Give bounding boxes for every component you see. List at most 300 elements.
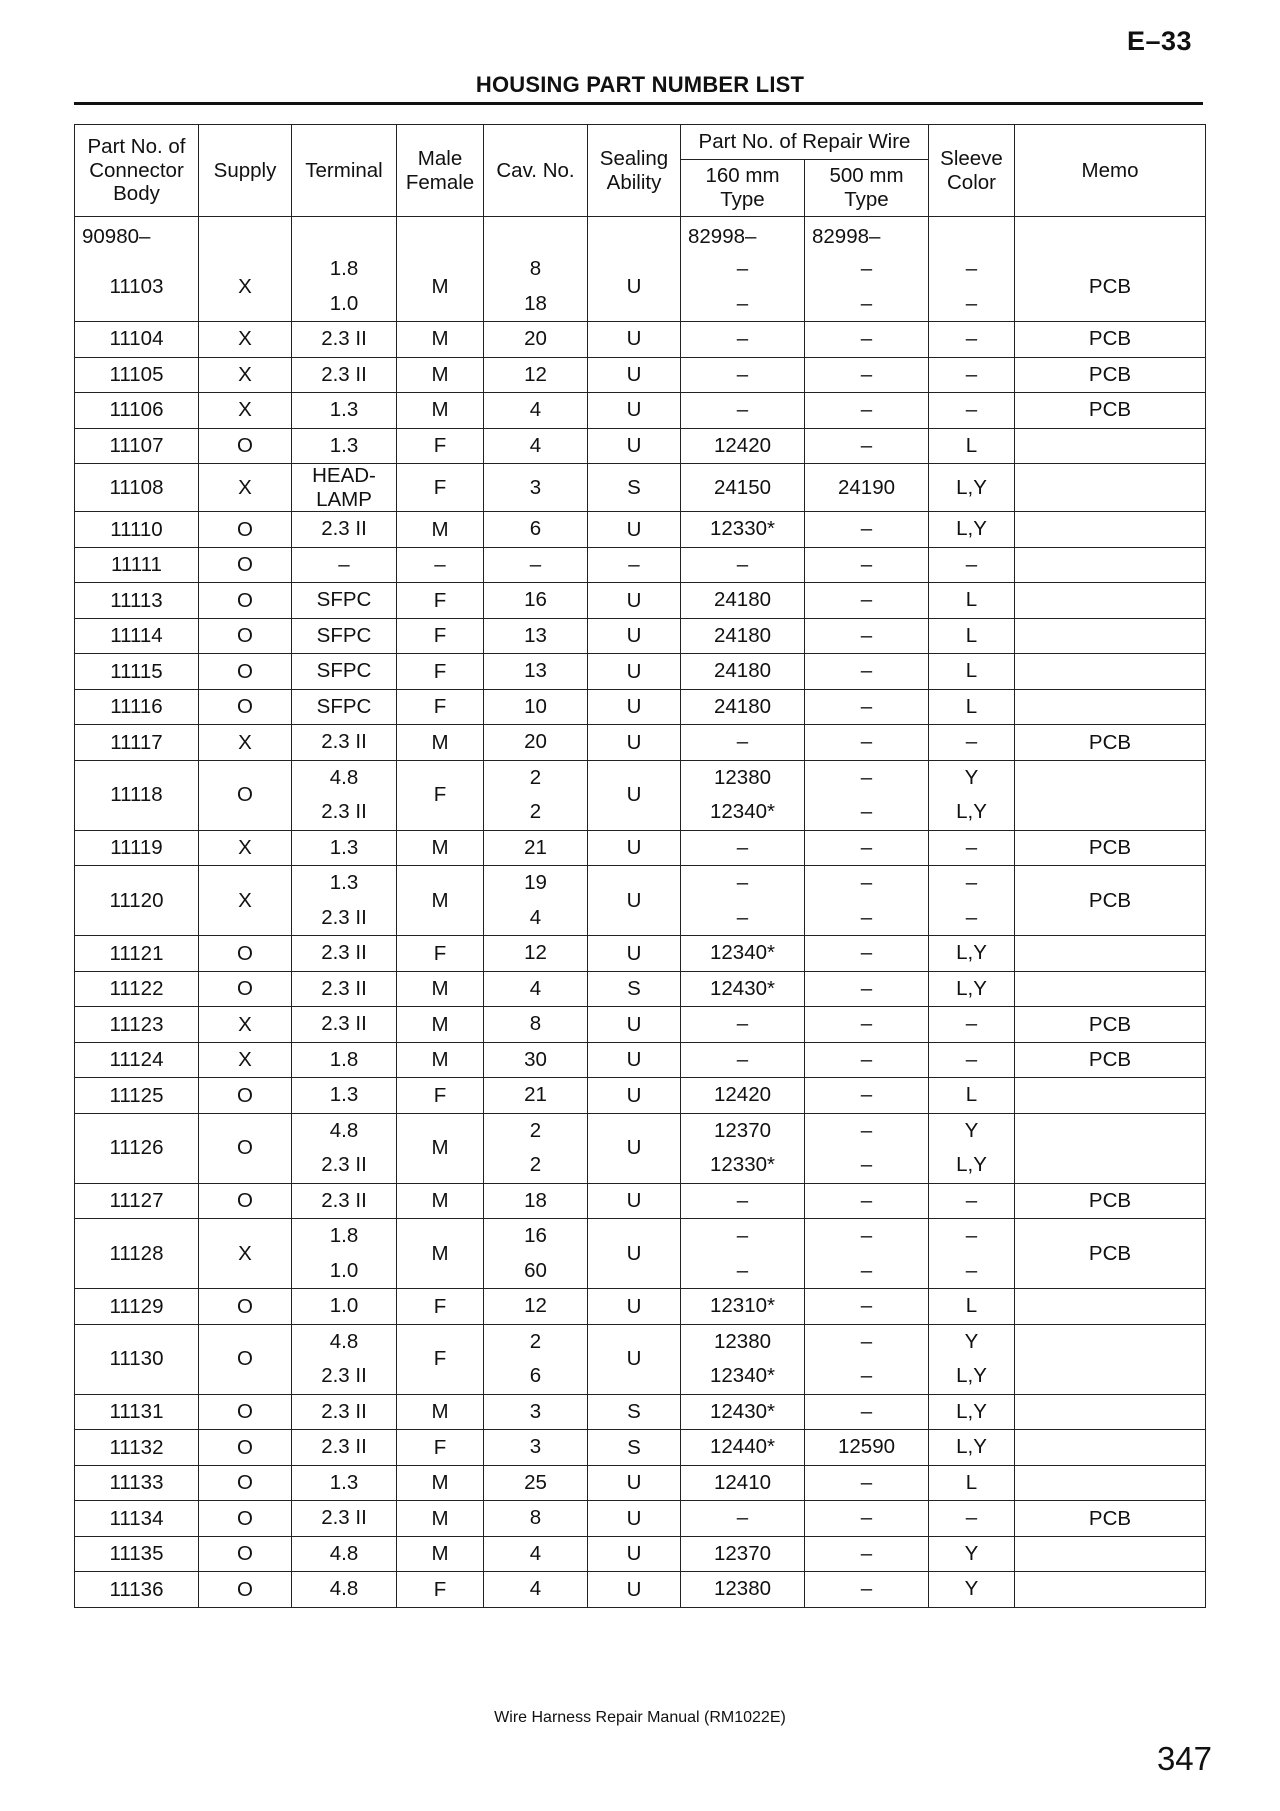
cell-sleeve-line: – <box>965 291 978 315</box>
cell-wire-500-line: – <box>860 398 873 421</box>
cell-wire-160 <box>681 936 805 972</box>
cell-wire-160-line: – <box>736 327 749 350</box>
cell-part-no: 11116 <box>75 689 199 725</box>
cell-wire-500 <box>805 618 929 654</box>
cell-male-female: F <box>397 1078 484 1114</box>
cell-sleeve <box>929 252 1015 322</box>
cell-terminal <box>292 1113 397 1183</box>
cell-part-no: 11123 <box>75 1007 199 1043</box>
cell-cav-no <box>484 428 588 464</box>
header-supply: Supply <box>199 125 292 217</box>
cell-wire-160-line: – <box>736 552 749 576</box>
cell-cav-no <box>484 512 588 548</box>
cell-terminal-line: 4.8 <box>329 1329 359 1353</box>
header-terminal: Terminal <box>292 125 397 217</box>
cell-sealing: U <box>588 1536 681 1572</box>
table-row <box>75 252 1206 322</box>
cell-terminal-line: 1.3 <box>329 398 359 421</box>
cell-wire-160-line: 24180 <box>713 659 771 683</box>
cell-memo <box>1015 1572 1206 1608</box>
cell-sleeve <box>929 428 1015 464</box>
cell-part-no: 11114 <box>75 618 199 654</box>
cell-part-no: 11113 <box>75 583 199 619</box>
cell-sleeve <box>929 512 1015 548</box>
cell-sleeve <box>929 1219 1015 1289</box>
cell-wire-160 <box>681 252 805 322</box>
cell-wire-160 <box>681 1219 805 1289</box>
table-row <box>75 1394 1206 1430</box>
cell-wire-500-line: – <box>860 941 873 965</box>
table-row <box>75 1289 1206 1325</box>
cell-wire-160-line: 24150 <box>713 476 771 500</box>
cell-terminal <box>292 393 397 429</box>
cell-male-female: M <box>397 866 484 936</box>
header-part-no: Part No. of Connector Body <box>75 125 199 217</box>
cell-memo: PCB <box>1015 357 1206 393</box>
cell-memo <box>1015 512 1206 548</box>
cell-memo <box>1015 1430 1206 1466</box>
cell-memo: PCB <box>1015 252 1206 322</box>
cell-sleeve-line: L <box>965 588 978 612</box>
cell-wire-500-line: – <box>860 800 873 824</box>
cell-part-no: 11136 <box>75 1572 199 1608</box>
table-row <box>75 654 1206 690</box>
cell-part-no: 11125 <box>75 1078 199 1114</box>
header-160mm-type: 160 mm Type <box>681 160 805 217</box>
cell-cav-no-line: 21 <box>524 835 547 859</box>
cell-terminal <box>292 760 397 830</box>
cell-terminal <box>292 971 397 1007</box>
header-memo: Memo <box>1015 125 1206 217</box>
cell-sleeve <box>929 971 1015 1007</box>
page-number: 347 <box>1156 1740 1212 1777</box>
cell-wire-500-line: – <box>860 730 873 754</box>
cell-part-no: 11129 <box>75 1289 199 1325</box>
cell-cav-no-line: 60 <box>524 1258 547 1282</box>
cell-sealing: U <box>588 1219 681 1289</box>
cell-male-female: F <box>397 654 484 690</box>
cell-wire-500 <box>805 393 929 429</box>
cell-supply: X <box>199 322 292 358</box>
cell-terminal-line: 2.3 II <box>321 1399 367 1423</box>
cell-wire-160-line: – <box>736 257 749 280</box>
cell-memo <box>1015 1536 1206 1572</box>
cell-wire-160 <box>681 464 805 512</box>
table-body <box>75 217 1206 1608</box>
cell-sleeve-line: – <box>965 730 978 754</box>
cell-wire-500-line: – <box>860 1470 873 1494</box>
table-row <box>75 1183 1206 1219</box>
cell-sleeve-line: – <box>965 257 978 280</box>
cell-terminal-line: 1.0 <box>329 1258 359 1282</box>
cell-memo <box>1015 689 1206 725</box>
cell-terminal-line: 4.8 <box>329 1118 359 1142</box>
cell-part-no: 11103 <box>75 252 199 322</box>
cell-terminal <box>292 1289 397 1325</box>
cell-cav-no-line: 2 <box>529 1118 542 1142</box>
table-row <box>75 1501 1206 1537</box>
cell-wire-160 <box>681 1430 805 1466</box>
cell-sleeve-line: – <box>965 552 978 576</box>
cell-sealing: U <box>588 618 681 654</box>
cell-wire-500 <box>805 1289 929 1325</box>
table-row <box>75 1078 1206 1114</box>
cell-sealing: U <box>588 1572 681 1608</box>
cell-male-female: M <box>397 725 484 761</box>
cell-wire-500 <box>805 971 929 1007</box>
cell-terminal-line: 2.3 II <box>321 976 367 1000</box>
cell-supply: O <box>199 1078 292 1114</box>
cell-cav-no <box>484 1007 588 1043</box>
cell-wire-500-line: – <box>860 976 873 1000</box>
cell-wire-160-line: 12430* <box>710 976 775 1000</box>
cell-part-no: 11120 <box>75 866 199 936</box>
cell-memo <box>1015 464 1206 512</box>
cell-sleeve-line: – <box>965 398 978 421</box>
cell-memo: PCB <box>1015 725 1206 761</box>
cell-memo: PCB <box>1015 830 1206 866</box>
table-row <box>75 357 1206 393</box>
cell-wire-500-line: – <box>860 835 873 859</box>
cell-sleeve <box>929 1501 1015 1537</box>
cell-sleeve-line: L <box>965 623 978 647</box>
cell-cav-no <box>484 322 588 358</box>
cell-terminal-line: 2.3 II <box>321 800 367 824</box>
cell-sleeve <box>929 1536 1015 1572</box>
cell-terminal-line: 1.8 <box>329 1224 359 1248</box>
cell-wire-160-line: – <box>736 291 749 315</box>
cell-supply: X <box>199 357 292 393</box>
cell-wire-160-line: – <box>736 905 749 929</box>
cell-male-female: M <box>397 1113 484 1183</box>
cell-wire-500 <box>805 654 929 690</box>
table-row <box>75 689 1206 725</box>
cell-terminal <box>292 583 397 619</box>
cell-terminal <box>292 428 397 464</box>
cell-wire-500 <box>805 1183 929 1219</box>
cell-wire-160 <box>681 725 805 761</box>
cell-wire-500-line: – <box>860 1224 873 1248</box>
cell-part-no: 11110 <box>75 512 199 548</box>
cell-wire-500 <box>805 428 929 464</box>
cell-wire-500-line: – <box>860 1083 873 1107</box>
page-title: HOUSING PART NUMBER LIST <box>475 72 805 97</box>
cell-memo <box>1015 583 1206 619</box>
cell-wire-500-line: – <box>860 1399 873 1423</box>
cell-wire-160-line: 12380 <box>713 1577 771 1601</box>
cell-sealing: U <box>588 583 681 619</box>
cell-sleeve <box>929 1113 1015 1183</box>
cell-male-female: M <box>397 512 484 548</box>
cell-supply: O <box>199 618 292 654</box>
cell-sleeve-line: L,Y <box>956 941 987 965</box>
cell-wire-500-line: – <box>860 362 873 386</box>
cell-sleeve-line: L <box>965 694 978 718</box>
prefix-row <box>75 217 1206 253</box>
cell-wire-160-line: 24180 <box>713 588 771 612</box>
cell-male-female: M <box>397 1042 484 1078</box>
header-cav-no: Cav. No. <box>484 125 588 217</box>
cell-sleeve-line: – <box>965 1188 978 1212</box>
cell-wire-160 <box>681 618 805 654</box>
cell-sleeve <box>929 1007 1015 1043</box>
cell-male-female: F <box>397 464 484 512</box>
cell-wire-160 <box>681 866 805 936</box>
cell-wire-160-line: 12340* <box>710 941 775 965</box>
header-repair-wire: Part No. of Repair Wire <box>681 125 929 160</box>
cell-wire-160-line: – <box>736 871 749 895</box>
cell-supply: O <box>199 1183 292 1219</box>
cell-sleeve <box>929 357 1015 393</box>
cell-sealing: – <box>588 547 681 583</box>
cell-cav-no-line: 2 <box>529 1153 542 1177</box>
cell-part-no: 11115 <box>75 654 199 690</box>
cell-part-no: 11134 <box>75 1501 199 1537</box>
cell-sleeve <box>929 936 1015 972</box>
cell-supply: O <box>199 1113 292 1183</box>
cell-terminal <box>292 689 397 725</box>
cell-supply: O <box>199 1430 292 1466</box>
cell-memo: PCB <box>1015 1183 1206 1219</box>
title-rule <box>74 102 1203 105</box>
cell-wire-160-line: 12380 <box>713 1329 771 1353</box>
cell-supply: O <box>199 689 292 725</box>
table-row <box>75 725 1206 761</box>
cell-cav-no-line: 2 <box>529 765 542 789</box>
cell-wire-160-line: 12330* <box>710 1153 775 1177</box>
cell-sleeve-line: L,Y <box>956 1399 987 1423</box>
cell-cav-no <box>484 393 588 429</box>
cell-wire-160-line: – <box>736 1047 749 1071</box>
cell-terminal <box>292 725 397 761</box>
cell-supply: O <box>199 1536 292 1572</box>
cell-supply: O <box>199 1324 292 1394</box>
cell-terminal-line: 2.3 II <box>321 1364 367 1388</box>
cell-male-female: F <box>397 689 484 725</box>
cell-wire-500-line: 24190 <box>837 476 895 500</box>
cell-supply: X <box>199 1219 292 1289</box>
cell-terminal-line: 2.3 II <box>321 1435 367 1459</box>
cell-wire-500-line: – <box>860 1364 873 1388</box>
cell-part-no: 11127 <box>75 1183 199 1219</box>
cell-wire-160-line: – <box>736 362 749 386</box>
cell-sealing: U <box>588 1501 681 1537</box>
cell-memo: PCB <box>1015 1501 1206 1537</box>
cell-wire-500-line: – <box>860 257 873 280</box>
cell-cav-no-line: 12 <box>524 1294 547 1318</box>
cell-cav-no-line: 19 <box>524 871 547 895</box>
cell-supply: O <box>199 971 292 1007</box>
cell-male-female: F <box>397 583 484 619</box>
cell-sleeve <box>929 654 1015 690</box>
cell-sleeve <box>929 725 1015 761</box>
cell-sleeve-line: L <box>965 1083 978 1107</box>
cell-supply: X <box>199 866 292 936</box>
cell-wire-500-line: – <box>860 623 873 647</box>
cell-cav-no <box>484 1324 588 1394</box>
cell-sealing: U <box>588 393 681 429</box>
cell-memo <box>1015 547 1206 583</box>
cell-cav-no-line: 4 <box>529 1577 542 1601</box>
cell-wire-160-line: – <box>736 1012 749 1036</box>
cell-cav-no-line: 10 <box>524 694 547 718</box>
cell-sleeve-line: Y <box>964 765 979 789</box>
cell-terminal <box>292 322 397 358</box>
cell-memo <box>1015 1394 1206 1430</box>
cell-wire-500 <box>805 547 929 583</box>
cell-male-female: F <box>397 618 484 654</box>
cell-cav-no <box>484 464 588 512</box>
cell-terminal <box>292 1501 397 1537</box>
cell-terminal-line: 2.3 II <box>321 1506 367 1530</box>
cell-sleeve <box>929 830 1015 866</box>
cell-part-no: 11124 <box>75 1042 199 1078</box>
cell-sleeve-line: – <box>965 1224 978 1248</box>
cell-cav-no-line: 3 <box>529 1399 542 1423</box>
cell-male-female: F <box>397 936 484 972</box>
cell-cav-no <box>484 725 588 761</box>
prefix-body: 90980– <box>75 217 199 253</box>
cell-wire-500-line: – <box>860 871 873 895</box>
cell-wire-500-line: – <box>860 1012 873 1036</box>
cell-sealing: U <box>588 830 681 866</box>
header-sleeve: Sleeve Color <box>929 125 1015 217</box>
cell-cav-no-line: 6 <box>529 517 542 541</box>
cell-terminal <box>292 1465 397 1501</box>
cell-wire-160-line: 12440* <box>710 1435 775 1459</box>
cell-wire-500-line: – <box>860 1118 873 1142</box>
cell-cav-no-line: 20 <box>524 327 547 350</box>
cell-terminal-line: 1.3 <box>329 1470 359 1494</box>
cell-sleeve <box>929 689 1015 725</box>
cell-memo <box>1015 760 1206 830</box>
cell-wire-160-line: 12340* <box>710 800 775 824</box>
cell-supply: O <box>199 760 292 830</box>
table-row <box>75 1007 1206 1043</box>
cell-terminal-line: SFPC <box>316 588 372 612</box>
cell-sleeve <box>929 1465 1015 1501</box>
cell-wire-160 <box>681 1501 805 1537</box>
cell-wire-500 <box>805 1465 929 1501</box>
cell-sleeve-line: Y <box>964 1118 979 1142</box>
cell-cav-no <box>484 830 588 866</box>
cell-part-no: 11133 <box>75 1465 199 1501</box>
cell-part-no: 11130 <box>75 1324 199 1394</box>
cell-memo <box>1015 1078 1206 1114</box>
cell-wire-500 <box>805 725 929 761</box>
cell-sealing: U <box>588 936 681 972</box>
cell-male-female: M <box>397 1007 484 1043</box>
cell-part-no: 11118 <box>75 760 199 830</box>
cell-supply: X <box>199 252 292 322</box>
cell-sleeve <box>929 322 1015 358</box>
cell-male-female: M <box>397 1394 484 1430</box>
cell-cav-no <box>484 1078 588 1114</box>
cell-wire-160-line: – <box>736 398 749 421</box>
cell-supply: X <box>199 1007 292 1043</box>
cell-male-female: M <box>397 1501 484 1537</box>
cell-sealing: S <box>588 1394 681 1430</box>
manual-footer: Wire Harness Repair Manual (RM1022E) <box>494 1709 786 1726</box>
cell-sleeve-line: – <box>965 362 978 386</box>
cell-sealing: U <box>588 1078 681 1114</box>
cell-sealing: U <box>588 322 681 358</box>
cell-memo <box>1015 1289 1206 1325</box>
cell-wire-500 <box>805 936 929 972</box>
cell-wire-500 <box>805 760 929 830</box>
cell-sealing: U <box>588 252 681 322</box>
cell-sealing: S <box>588 464 681 512</box>
cell-male-female: M <box>397 1183 484 1219</box>
cell-wire-500-line: – <box>860 1188 873 1212</box>
cell-sleeve <box>929 760 1015 830</box>
cell-wire-160-line: – <box>736 1188 749 1212</box>
table-row <box>75 866 1206 936</box>
table-row <box>75 760 1206 830</box>
cell-wire-500 <box>805 1324 929 1394</box>
table-row <box>75 464 1206 512</box>
cell-supply: X <box>199 1042 292 1078</box>
cell-part-no: 11106 <box>75 393 199 429</box>
cell-cav-no <box>484 547 588 583</box>
cell-wire-500 <box>805 1078 929 1114</box>
cell-wire-500-line: – <box>860 694 873 718</box>
cell-wire-500-line: – <box>860 765 873 789</box>
cell-sleeve-line: L,Y <box>956 1153 987 1177</box>
cell-terminal-line: 4.8 <box>329 1541 359 1565</box>
cell-wire-500-line: – <box>860 905 873 929</box>
cell-supply: O <box>199 654 292 690</box>
cell-wire-500 <box>805 1501 929 1537</box>
cell-sealing: U <box>588 725 681 761</box>
cell-part-no: 11107 <box>75 428 199 464</box>
cell-wire-500-line: – <box>860 433 873 457</box>
cell-terminal <box>292 830 397 866</box>
table-row <box>75 1536 1206 1572</box>
table-row <box>75 428 1206 464</box>
cell-wire-160 <box>681 583 805 619</box>
header-sealing: Sealing Ability <box>588 125 681 217</box>
cell-cav-no-line: 21 <box>524 1083 547 1107</box>
header-male-female: Male Female <box>397 125 484 217</box>
cell-sealing: S <box>588 971 681 1007</box>
cell-part-no: 11132 <box>75 1430 199 1466</box>
cell-terminal <box>292 1183 397 1219</box>
cell-terminal-line: SFPC <box>316 623 372 647</box>
cell-sleeve-line: L <box>965 1294 978 1318</box>
cell-cav-no-line: 2 <box>529 800 542 824</box>
cell-supply: O <box>199 1289 292 1325</box>
cell-wire-500-line: – <box>860 552 873 576</box>
cell-sleeve-line: L <box>965 659 978 683</box>
cell-cav-no <box>484 1465 588 1501</box>
cell-wire-500-line: – <box>860 1541 873 1565</box>
cell-sleeve-line: L,Y <box>956 517 987 541</box>
cell-sealing: U <box>588 1465 681 1501</box>
cell-part-no: 11131 <box>75 1394 199 1430</box>
cell-wire-500 <box>805 464 929 512</box>
cell-wire-160 <box>681 1394 805 1430</box>
cell-memo: PCB <box>1015 393 1206 429</box>
cell-wire-160-line: 12420 <box>713 1083 771 1107</box>
cell-cav-no-line: 13 <box>524 623 547 647</box>
cell-wire-500 <box>805 1219 929 1289</box>
cell-cav-no-line: 4 <box>529 1541 542 1565</box>
cell-part-no: 11104 <box>75 322 199 358</box>
cell-wire-160 <box>681 512 805 548</box>
table-row <box>75 547 1206 583</box>
cell-supply: O <box>199 428 292 464</box>
